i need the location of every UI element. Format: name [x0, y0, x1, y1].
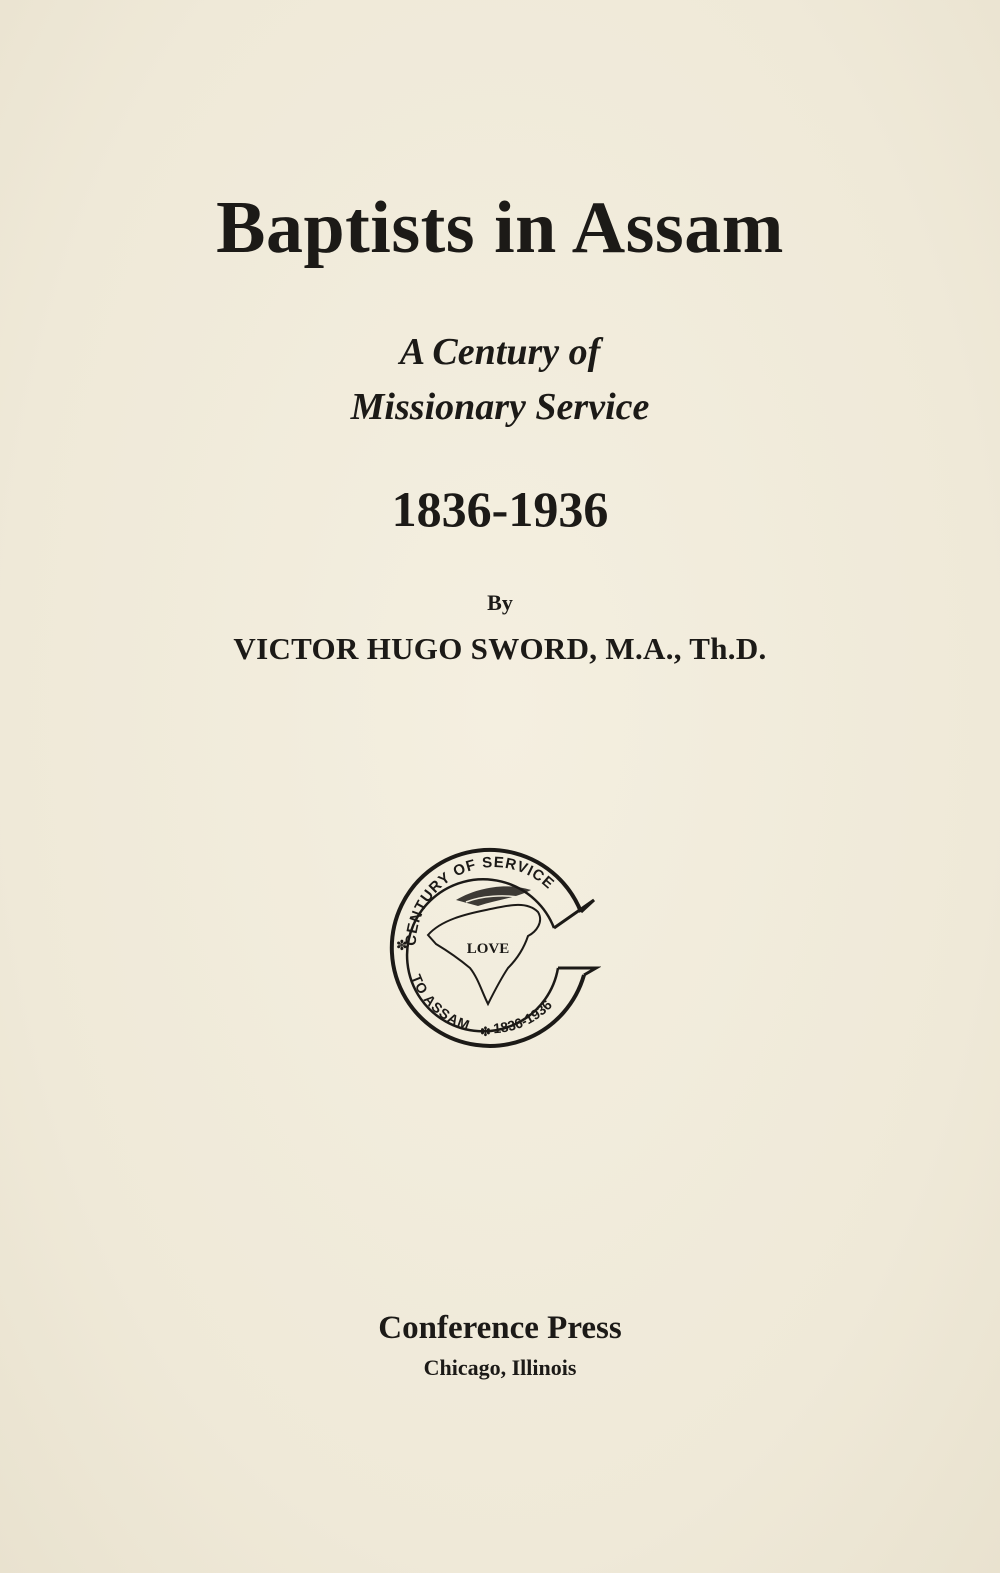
svg-text:TO ASSAM — [408, 972, 472, 1033]
seal-star-bottom-icon: ✽ — [480, 1024, 491, 1039]
publisher-location: Chicago, Illinois — [423, 1355, 577, 1380]
seal-center-text: LOVE — [466, 941, 510, 957]
seal-top-text: CENTURY OF SERVICE — [402, 853, 558, 947]
seal-bottom-text: TO ASSAM — [408, 971, 473, 1034]
seal-star-left-icon: ✽ — [396, 939, 408, 954]
publisher-name: Conference Press — [378, 1310, 622, 1346]
subtitle-line-2: Missionary Service — [350, 386, 650, 428]
author-name: VICTOR HUGO SWORD, M.A., Th.D. — [233, 631, 767, 666]
book-subtitle — [0, 325, 1000, 435]
book-title: Baptists in Assam — [216, 187, 784, 269]
by-label: By — [487, 590, 513, 615]
date-range: 1836-1936 — [391, 481, 609, 537]
seal-years-text: 1836-1936 — [492, 996, 556, 1037]
century-seal-emblem — [386, 840, 601, 1050]
subtitle-line-1: A Century of — [399, 331, 601, 373]
